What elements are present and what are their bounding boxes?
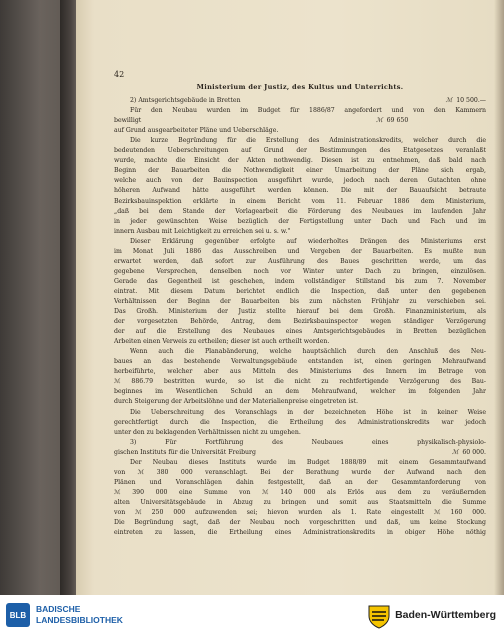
text-line-content: Für den Neubau wurden im Budget für 1886/87 angefordert und von den Kammern bbox=[130, 107, 486, 115]
text-line-content: innern Ausbau mit Leichtigkeit zu erreichen sei u. s. w." bbox=[114, 227, 291, 235]
text-line bbox=[114, 387, 486, 397]
book-page bbox=[76, 0, 504, 595]
text-line-content: Verhältnissen der Beginn der Bauarbeiten bis zum nächsten Frühjahr zu verschieben sei. bbox=[114, 297, 486, 305]
currency-symbol: ℳ bbox=[376, 117, 383, 125]
text-line bbox=[114, 468, 486, 478]
text-line-content: bewilligt bbox=[114, 117, 142, 125]
text-line-content: von ℳ 380 000 veranschlagt. Bei der Berathung wurde der Aufwand nach den bbox=[114, 468, 486, 476]
text-line-content: bedeutenden Ueberschreitungen auf Grund der Bestimmungen des Etatgesetzes veranlaßt bbox=[114, 147, 486, 155]
blb-logo-icon[interactable]: BLB bbox=[6, 603, 30, 627]
inline-amount bbox=[376, 116, 486, 126]
text-line-content: im Monat Juli 1886 das Ausschreiben und Vergeben der Bauarbeiten. Es mußte nun bbox=[114, 247, 486, 255]
currency-symbol: ℳ bbox=[451, 448, 459, 456]
text-line-content: der vorgesetzten Behörde, Antrag, dem Bezirksbauinspector wegen ständiger Verzögerung bbox=[114, 318, 486, 326]
text-line-content: gischen Instituts für die Universität Freiburg bbox=[114, 448, 256, 456]
text-line-content: Bezirksbauinspektion erklärte in einem Bericht vom 11. Februar 1886 dem Ministerium, bbox=[114, 197, 486, 205]
inline-amount-value: 69 650 bbox=[386, 117, 409, 125]
text-line bbox=[114, 317, 486, 327]
text-line bbox=[114, 287, 486, 297]
text-line bbox=[114, 267, 486, 277]
text-line bbox=[114, 337, 486, 347]
text-line-content: herbeiführte, welcher aber aus Mitteln des Ministeriums des Innern im Betrage von bbox=[114, 368, 486, 376]
text-line-content: beginnes im Wesentlichen Schuld an dem Mehraufwand, welcher im folgenden Jahr bbox=[114, 388, 486, 396]
text-line-content: gerechtfertigt durch die Inspection, die Ertheilung des Administrationskredits war jedoch bbox=[114, 418, 486, 426]
text-line-content: unter den zu beklagenden Verhältnissen nicht zu umgehen. bbox=[114, 428, 301, 436]
text-line-content: welche auch von der Bauinspection ausgeführt wurde, jedoch nach deren Gutachten ohne bbox=[114, 177, 486, 185]
text-line bbox=[114, 106, 486, 116]
text-line-content: alten Universitätsgebäude in Abzug zu bringen und somit aus Staatsmitteln die Summe bbox=[114, 498, 486, 506]
text-line-content: 2) Amtsgerichtsgebäude in Bretten bbox=[130, 97, 241, 105]
page-text bbox=[114, 76, 486, 538]
text-line-content: Gerade das Gegentheil ist geschehen, indem vollständiger Stillstand bis zum 7. November bbox=[114, 277, 486, 285]
text-line-content: durch Steigerung der Arbeitslöhne und der Materialienpreise eingetreten ist. bbox=[114, 398, 358, 406]
text-line-content: ℳ 886.79 bestritten wurde, so ist die nicht zu rechtfertigende Verzögerung des Bau- bbox=[114, 378, 486, 386]
amount bbox=[434, 448, 486, 458]
state-name[interactable]: Baden-Württemberg bbox=[395, 609, 496, 621]
text-line bbox=[114, 488, 486, 498]
text-line bbox=[114, 408, 486, 418]
text-line-content: höheren Aufwand hätte ausgeführt werden können. Die mit der Bauaufsicht betraute bbox=[114, 187, 486, 195]
text-line bbox=[114, 518, 486, 528]
text-line-content: Die kurze Begründung für die Erstellung des Administrationskredits, welcher durch die bbox=[130, 137, 486, 145]
text-line bbox=[114, 257, 486, 267]
library-name-line2: LANDESBIBLIOTHEK bbox=[36, 615, 123, 625]
text-line bbox=[114, 478, 486, 488]
text-line-content: Das Großh. Ministerium der Justiz stellte hierauf bei dem Großh. Finanzministerium, als bbox=[114, 308, 486, 316]
text-line bbox=[114, 418, 486, 428]
text-line bbox=[114, 237, 486, 247]
text-line-content: gegebene Versprechen, denselben noch vor Winter unter Dach zu bringen, einzulösen. bbox=[114, 267, 486, 275]
text-line bbox=[114, 357, 486, 367]
text-line bbox=[114, 126, 486, 136]
text-line bbox=[114, 96, 486, 106]
text-line bbox=[114, 227, 486, 237]
text-line bbox=[114, 156, 486, 166]
library-name[interactable] bbox=[36, 604, 123, 626]
text-line bbox=[114, 297, 486, 307]
text-line bbox=[114, 438, 486, 448]
text-line bbox=[114, 428, 486, 438]
text-line bbox=[114, 498, 486, 508]
text-line bbox=[114, 277, 486, 287]
text-line-content: eintreten zu lassen, die Ertheilung eines Administrationskredits in obiger Höhe nöthig bbox=[114, 529, 486, 537]
text-line bbox=[114, 136, 486, 146]
text-line-content: der auf die Erstellung des Neubaues eines Amtsgerichtsgebäudes in Bretten bezüglichen bbox=[114, 328, 486, 336]
text-line-content: baues an das bestehende Verwaltungsgebäude entstanden ist, einen geringen Mehraufwand bbox=[114, 358, 486, 366]
text-line bbox=[114, 217, 486, 227]
text-line-content: in jeder gewünschten Weise bezüglich der Fertigstellung unter Dach und Fach und im bbox=[114, 217, 486, 225]
text-line bbox=[114, 186, 486, 196]
library-name-line1: BADISCHE bbox=[36, 604, 81, 614]
text-line-content: Beginn der Bauarbeiten die Nothwendigkeit einer Umarbeitung der Pläne sich ergab, bbox=[114, 167, 486, 175]
text-line-content: „daß bei dem Stande der Vorlagearbeit die Förderung des Neubaues im laufenden Jahr bbox=[114, 207, 486, 215]
currency-symbol: ℳ bbox=[445, 97, 453, 105]
baden-wuerttemberg-coat-of-arms-icon bbox=[366, 603, 392, 629]
text-line-content: auf Grund ausgearbeiteter Pläne und Ueberschläge. bbox=[114, 127, 279, 135]
page-number: 42 bbox=[114, 70, 125, 79]
text-line bbox=[114, 247, 486, 257]
text-line bbox=[114, 377, 486, 387]
text-line-content: Plänen und Voranschlägen dahin festgestellt, daß an der Gesammtanforderung von bbox=[114, 478, 486, 486]
page-edge-shadow bbox=[494, 0, 504, 595]
text-line bbox=[114, 166, 486, 176]
text-line-content: Die Begründung sagt, daß der Neubau noch vorgeschritten und daß, um keine Stockung bbox=[114, 519, 486, 527]
text-line-content: Die Ueberschreitung des Voranschlags in der bezeichneten Höhe ist in keiner Weise bbox=[130, 408, 486, 416]
text-line bbox=[114, 367, 486, 377]
text-line bbox=[114, 207, 486, 217]
text-line-content: Der Neubau dieses Instituts wurde im Budget 1888/89 mit einem Gesammtaufwand bbox=[130, 458, 486, 466]
text-line bbox=[114, 458, 486, 468]
text-line bbox=[114, 528, 486, 538]
text-line bbox=[114, 508, 486, 518]
text-line-content: Wenn auch die Planabänderung, welche hauptsächlich durch den Anschluß des Neu- bbox=[130, 348, 486, 356]
text-line-content: Dieser Erklärung gegenüber erfolgte auf wiederholtes Drängen des Ministeriums erst bbox=[130, 237, 486, 245]
text-line bbox=[114, 197, 486, 207]
footer-bar bbox=[0, 595, 504, 637]
text-line-content: Arbeiten einen Verweis zu ertheilen; dieser ist auch ertheilt worden. bbox=[114, 338, 330, 346]
amount bbox=[434, 96, 486, 106]
text-line bbox=[114, 327, 486, 337]
text-line-content: erwartet werden, daß sofort zur Ausführung des Baues geschritten werde, um das bbox=[114, 257, 486, 265]
text-line bbox=[114, 397, 486, 407]
text-line bbox=[114, 347, 486, 357]
text-line bbox=[114, 448, 486, 458]
amount-value: 10 500.— bbox=[456, 97, 486, 105]
running-header: Ministerium der Justiz, des Kultus und Unterrichts. bbox=[196, 83, 404, 91]
text-line bbox=[114, 307, 486, 317]
text-lines bbox=[114, 96, 486, 538]
text-line-content: 3) Für Fortführung des Neubaues eines physikalisch-physiolo- bbox=[130, 438, 486, 446]
text-line-content: wurde, machte die Einsicht der Akten nothwendig. Diesen ist zu entnehmen, daß bald nach bbox=[114, 157, 486, 165]
text-line-content: eintrat. Mit diesem Datum berichtet endlich die Inspection, daß unter den gegebenen bbox=[114, 287, 486, 295]
text-line bbox=[114, 146, 486, 156]
text-line bbox=[114, 176, 486, 186]
amount-value: 60 000. bbox=[462, 448, 486, 456]
text-line-content: ℳ 390 000 eine Summe von ℳ 140 000 als Erlös aus dem zu veräußernden bbox=[114, 488, 486, 496]
text-line-content: von ℳ 250 000 aufzuwenden sei; hievon wurden als 1. Rate eingestellt ℳ 160 000. bbox=[114, 508, 486, 516]
text-line bbox=[114, 116, 486, 126]
